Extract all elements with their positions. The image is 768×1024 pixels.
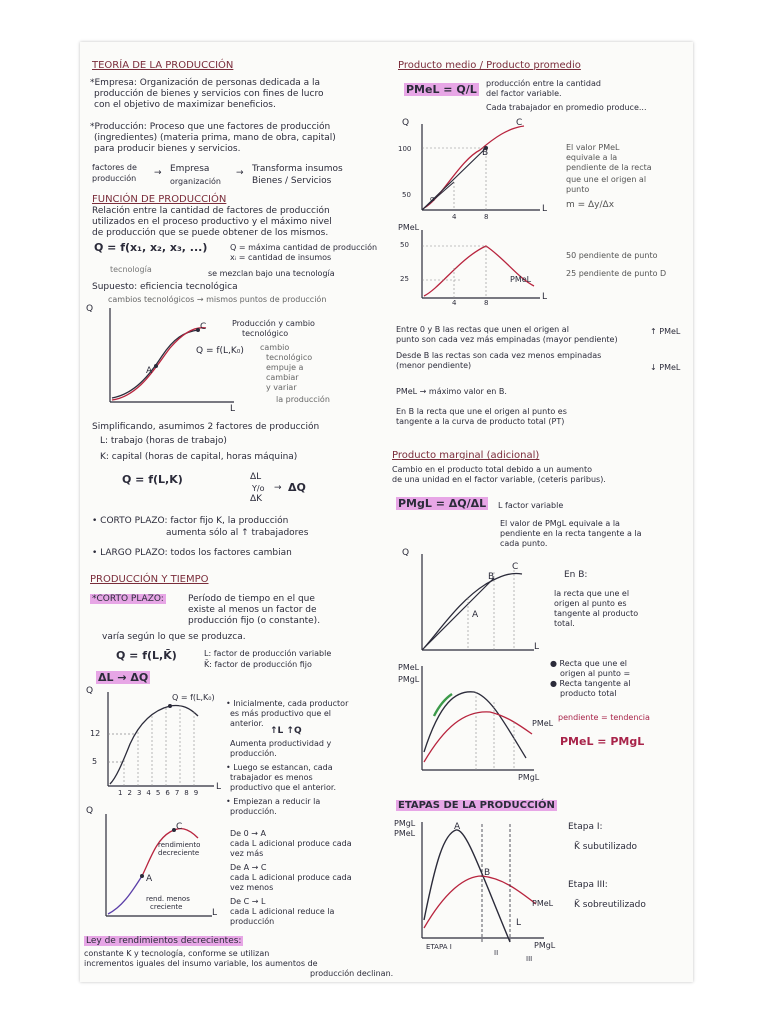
step-5: cada L adicional produce cada xyxy=(230,873,352,882)
g3-q-label: Q xyxy=(86,806,94,816)
g1-equation: Q = f(L,K₀) xyxy=(196,346,244,356)
pm-note-3: Cada trabajador en promedio produce... xyxy=(486,103,647,112)
step-8: cada L adicional reduce la xyxy=(230,907,335,916)
g1-l-label: L xyxy=(230,404,236,414)
formula-foot-1: tecnología xyxy=(110,265,152,274)
average-product-graph-pmel xyxy=(410,228,550,308)
pm-text-7: tangente a la curva de producto total (PT) xyxy=(396,417,565,426)
g3-note-1b: decreciente xyxy=(158,849,200,857)
step-9: producción xyxy=(230,917,275,926)
g5-curve-label: PMeL xyxy=(510,275,532,284)
pmg-line-2: de una unidad en el factor variable, (ceteris paribus). xyxy=(392,475,606,484)
qfl-formula: Q = f(L,K) xyxy=(122,473,183,486)
delta-l: ΔL xyxy=(250,472,262,482)
enb-1: En B: xyxy=(564,570,588,580)
g4-note-6: m = Δy/Δx xyxy=(566,200,615,210)
pmg-line-1: Cambio en el producto total debido a un aumento xyxy=(392,465,593,474)
cp-line-1: Período de tiempo en el que xyxy=(188,594,315,604)
g8-b-label: B xyxy=(484,868,491,878)
pm-text-2: punto son cada vez más empinadas (mayor pendiente) xyxy=(396,335,618,344)
dl-dq-label: ΔL → ΔQ xyxy=(98,671,149,684)
enb-3: origen al punto es xyxy=(554,599,627,608)
notes2-7: • Luego se estancan, cada xyxy=(226,763,333,772)
g8-e3: III xyxy=(526,955,533,963)
g8-l-label: L xyxy=(516,918,522,928)
g4-note-3: pendiente de la recta xyxy=(566,163,652,172)
g8-e2: II xyxy=(494,949,499,957)
notes2-8: trabajador es menos xyxy=(230,773,313,782)
etapas-title: ETAPAS DE LA PRODUCCIÓN xyxy=(398,800,555,811)
etapa1-desc: K̄ subutilizado xyxy=(574,842,638,852)
enb-2: la recta que une el xyxy=(554,589,630,598)
g1-note-2b: tecnológico xyxy=(266,353,313,362)
marginal-product-graph-total xyxy=(410,550,540,660)
g6-a-label: A xyxy=(472,610,479,620)
corto-plazo-label: *CORTO PLAZO: xyxy=(92,594,164,604)
g8-y1: PMgL xyxy=(394,819,416,828)
simpl-line-1: Simplificando, asumimos 2 factores de producción xyxy=(92,422,320,432)
g6-b-label: B xyxy=(488,572,495,582)
flow-empresa: Empresa xyxy=(170,164,210,174)
g7-y1: PMeL xyxy=(398,663,420,672)
g3-a-label: A xyxy=(146,874,153,884)
produccion-line-1: *Producción: Proceso que une factores de producción xyxy=(90,122,331,132)
pm-text-1: Entre 0 y B las rectas que unen el origen al xyxy=(396,325,569,334)
g7-y2: PMgL xyxy=(398,675,420,684)
qf2-formula: Q = f(L,K̄) xyxy=(116,649,177,662)
pm-up: ↑ PMeL xyxy=(650,327,681,336)
delta-arrow: → xyxy=(274,483,282,493)
g8-e1: ETAPA I xyxy=(426,943,452,951)
formula-note-1: Q = máxima cantidad de producción xyxy=(230,243,378,252)
corto-line-1: • CORTO PLAZO: factor fijo K, la producción xyxy=(92,516,289,526)
enb-5: total. xyxy=(554,619,575,628)
g5-y-label: PMeL xyxy=(398,223,420,232)
etapa3-title: Etapa III: xyxy=(568,880,608,890)
simpl-line-3: K: capital (horas de capital, horas máquina) xyxy=(100,452,298,462)
g3-note-2b: creciente xyxy=(150,903,183,911)
g8-a-label: A xyxy=(454,822,461,832)
delta-k: ΔK xyxy=(250,494,263,504)
g3-l-label: L xyxy=(212,908,218,918)
g3-c-label: C xyxy=(176,822,183,832)
cp-line-2: existe al menos un factor de xyxy=(188,605,317,615)
formula-foot-2: se mezclan bajo una tecnología xyxy=(208,269,335,278)
step-4: De A → C xyxy=(230,863,267,872)
notes-page xyxy=(80,42,693,982)
supuesto-title: Supuesto: eficiencia tecnológica xyxy=(92,282,238,292)
enb2-3: ● Recta tangente al xyxy=(550,679,631,688)
pm-text-5: PMeL → máximo valor en B. xyxy=(396,387,507,396)
funcion-line-2: utilizados en el proceso productivo y el máximo nivel xyxy=(92,217,332,227)
pmgl-formula: PMgL = ΔQ/ΔL xyxy=(398,497,487,510)
ley-line-2: incrementos iguales del insumo variable, los aumentos de xyxy=(84,959,318,968)
delta-or: Y/o xyxy=(252,484,265,493)
enb2-6: PMeL = PMgL xyxy=(560,735,645,748)
g7-c2: PMgL xyxy=(518,773,540,782)
total-product-graph-1 xyxy=(94,306,254,418)
varia-line: varía según lo que se produzca. xyxy=(102,632,246,642)
empresa-line-3: con el objetivo de maximizar beneficios. xyxy=(94,100,276,110)
g1-a-label: A xyxy=(146,366,153,376)
notes2-5: Aumenta productividad y xyxy=(230,739,332,748)
pmg-title: Producto marginal (adicional) xyxy=(392,450,540,461)
formula: Q = f(x₁, x₂, x₃, ...) xyxy=(94,241,208,254)
g1-note-2d: cambiar xyxy=(266,373,299,382)
produccion-line-2: (ingredientes) (materia prima, mano de obra, capital) xyxy=(94,133,336,143)
g5-note-1: 50 pendiente de punto xyxy=(566,251,658,260)
g4-l-label: L xyxy=(542,204,548,214)
notes2-3: anterior. xyxy=(230,719,264,728)
notes2-1: • Inicialmente, cada productor xyxy=(226,699,349,708)
step-7: De C → L xyxy=(230,897,266,906)
pm-text-6: En B la recta que une el origen al punto es xyxy=(396,407,567,416)
enb2-5: pendiente = tendencia xyxy=(558,713,650,722)
g4-x2: 8 xyxy=(484,213,489,221)
total-product-graph-2 xyxy=(94,688,224,800)
notes2-4: ↑L ↑Q xyxy=(270,726,302,736)
page-title: TEORÍA DE LA PRODUCCIÓN xyxy=(92,60,234,71)
g4-c-label: C xyxy=(516,118,523,128)
g2-q-label: Q xyxy=(86,686,94,696)
pmel-formula: PMeL = Q/L xyxy=(406,83,477,96)
flow-factores: factores de producción xyxy=(92,163,137,183)
step-3: vez más xyxy=(230,849,264,858)
g5-l-label: L xyxy=(542,292,548,302)
g3-note-2a: rend. menos xyxy=(146,895,190,903)
g8-c2: PMgL xyxy=(534,941,556,950)
g4-note-5: punto xyxy=(566,185,590,194)
step-2: cada L adicional produce cada xyxy=(230,839,352,848)
pm-down: ↓ PMeL xyxy=(650,363,681,372)
g6-q-label: Q xyxy=(402,548,410,558)
etapa1-title: Etapa I: xyxy=(568,822,603,832)
flow-bienes: Bienes / Servicios xyxy=(252,176,332,186)
pm-note-2: del factor variable. xyxy=(486,89,562,98)
g1-note-1a: Producción y cambio xyxy=(232,319,315,328)
g1-note-2e: y variar xyxy=(266,383,297,392)
g4-q-label: Q xyxy=(402,118,410,128)
g4-y2: 50 xyxy=(402,191,411,199)
g5-x1: 4 xyxy=(452,299,457,307)
g5-note-2: 25 pendiente de punto D xyxy=(566,269,667,278)
notes2-9: productivo que el anterior. xyxy=(230,783,336,792)
g4-alpha: α xyxy=(430,195,435,203)
produccion-line-3: para producir bienes y servicios. xyxy=(94,144,241,154)
funcion-line-3: de producción que se puede obtener de los mismos. xyxy=(92,228,329,238)
etapa3-desc: K̄ sobreutilizado xyxy=(574,900,646,910)
pmg-note-2: pendiente en la recta tangente a la xyxy=(500,529,642,538)
step-6: vez menos xyxy=(230,883,274,892)
ley-title: Ley de rendimientos decrecientes: xyxy=(86,936,242,946)
simpl-line-2: L: trabajo (horas de trabajo) xyxy=(100,436,227,446)
g4-note-4: que une el origen al xyxy=(566,175,647,184)
supuesto-text: cambios tecnológicos → mismos puntos de producción xyxy=(108,295,327,304)
pmg-note-1: El valor de PMgL equivale a la xyxy=(500,519,620,528)
g8-c1: PMeL xyxy=(532,899,554,908)
enb-4: tangente al producto xyxy=(554,609,639,618)
g5-y2: 25 xyxy=(400,275,409,283)
g1-q-label: Q xyxy=(86,304,94,314)
pm-title: Producto medio / Producto promedio xyxy=(398,60,581,71)
average-product-graph-total xyxy=(410,120,550,220)
g1-note-2f: la producción xyxy=(276,395,330,404)
largo-line: • LARGO PLAZO: todos los factores cambian xyxy=(92,548,292,558)
notes2-10: • Empiezan a reducir la xyxy=(226,797,321,806)
g4-x1: 4 xyxy=(452,213,457,221)
delta-q: ΔQ xyxy=(288,481,306,494)
production-stages-graph xyxy=(410,820,550,950)
formula-note-2: xᵢ = cantidad de insumos xyxy=(230,253,332,262)
ley-line-1: constante K y tecnología, conforme se utilizan xyxy=(84,949,270,958)
notes2-11: producción. xyxy=(230,807,277,816)
lk-line-1: L: factor de producción variable xyxy=(204,649,332,658)
enb2-1: ● Recta que une el xyxy=(550,659,627,668)
g8-y2: PMeL xyxy=(394,829,416,838)
g2-equation: Q = f(L,K₀) xyxy=(172,693,215,702)
flow-transforma: Transforma insumos xyxy=(252,164,343,174)
g3-note-1a: rendimiento xyxy=(158,841,201,849)
g2-l-label: L xyxy=(216,782,222,792)
g4-b-label: B xyxy=(482,148,489,158)
ley-line-3: producción declinan. xyxy=(310,969,394,978)
g5-y1: 50 xyxy=(400,241,409,249)
notes2-6: producción. xyxy=(230,749,277,758)
g2-y5: 5 xyxy=(92,757,98,766)
lk-line-2: K̄: factor de producción fijo xyxy=(204,660,312,669)
g5-x2: 8 xyxy=(484,299,489,307)
pm-text-3: Desde B las rectas son cada vez menos empinadas xyxy=(396,351,602,360)
funcion-line-1: Relación entre la cantidad de factores de producción xyxy=(92,206,330,216)
pmg-note-3: cada punto. xyxy=(500,539,548,548)
notes2-2: es más productivo que el xyxy=(230,709,331,718)
flow-arrow-2: → xyxy=(236,168,244,178)
g2-y12: 12 xyxy=(90,729,101,738)
pm-text-4: (menor pendiente) xyxy=(396,361,472,370)
funcion-title: FUNCIÓN DE PRODUCCIÓN xyxy=(92,194,227,205)
g2-x-ticks: 123456789 xyxy=(118,789,204,797)
g7-c1: PMeL xyxy=(532,719,554,728)
pmg-l-note: L factor variable xyxy=(498,501,564,510)
g1-note-2a: cambio xyxy=(260,343,290,352)
enb2-4: producto total xyxy=(560,689,617,698)
g6-c-label: C xyxy=(512,562,519,572)
g1-note-1b: tecnológico xyxy=(242,329,289,338)
cp-line-3: producción fijo (o constante). xyxy=(188,616,321,626)
tiempo-title: PRODUCCIÓN Y TIEMPO xyxy=(90,574,209,585)
g4-note-1: El valor PMeL xyxy=(566,143,620,152)
flow-organizacion: organización xyxy=(170,177,222,186)
step-1: De 0 → A xyxy=(230,829,266,838)
g4-note-2: equivale a la xyxy=(566,153,618,162)
pm-note-1: producción entre la cantidad xyxy=(486,79,601,88)
g6-l-label: L xyxy=(534,642,540,652)
g1-note-2c: empuje a xyxy=(266,363,304,372)
marginal-average-product-graph xyxy=(410,662,540,782)
corto-line-2: aumenta sólo al ↑ trabajadores xyxy=(166,528,309,538)
empresa-line-2: producción de bienes y servicios con fines de lucro xyxy=(94,89,324,99)
g1-c-label: C xyxy=(200,322,207,332)
enb2-2: origen al punto = xyxy=(560,669,631,678)
flow-arrow-1: → xyxy=(154,168,162,178)
empresa-line-1: *Empresa: Organización de personas dedicada a la xyxy=(90,78,321,88)
g4-y1: 100 xyxy=(398,145,412,153)
